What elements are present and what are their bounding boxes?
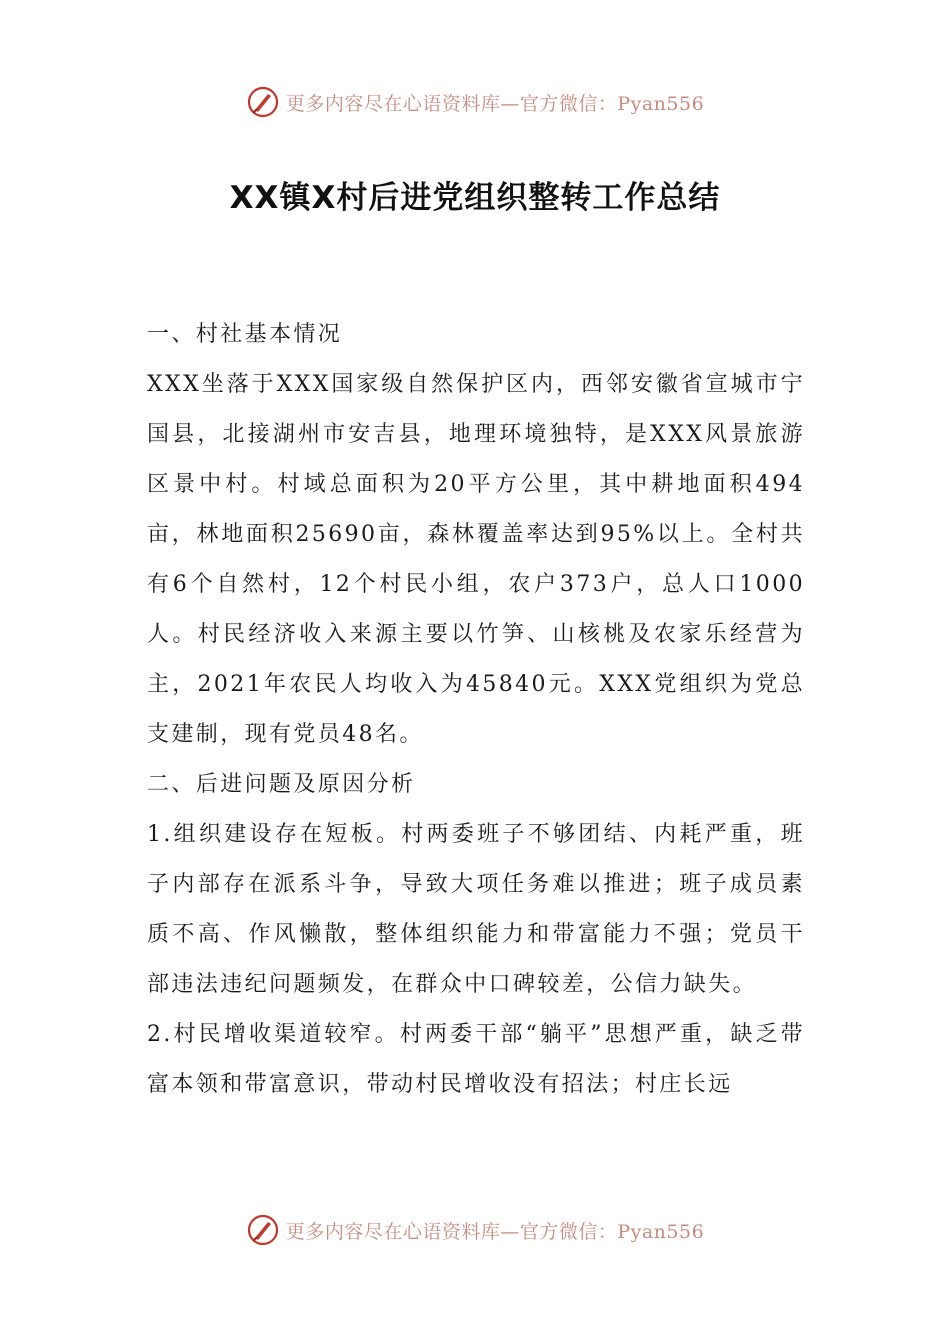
document-body	[147, 310, 805, 1110]
paragraph: 1.组织建设存在短板。村两委班子不够团结、内耗严重，班子内部存在派系斗争，导致大项任务难以推进；班子成员素质不高、作风懒散，整体组织能力和带富能力不强；党员干部违法违纪问题频发，在群众中口碑较差，公信力缺失。	[147, 822, 805, 997]
watermark-text: 更多内容尽在心语资料库—官方微信：Pyan556	[285, 92, 705, 115]
quill-logo-icon	[246, 1213, 280, 1247]
paragraph: XXX坐落于XXX国家级自然保护区内，西邻安徽省宣城市宁国县，北接湖州市安吉县，地理环境独特，是XXX风景旅游区景中村。村域总面积为20平方公里，其中耕地面积494亩，林地面积25690亩，森林覆盖率达到95%以上。全村共有6个自然村，12个村民小组，农户373户，总人口1000人。村民经济收入来源主要以竹笋、山核桃及农家乐经营为主，2021年农民人均收入为45840元。XXX党组织为党总支建制，现有党员48名。	[147, 372, 805, 747]
section-heading: 二、后进问题及原因分析	[147, 772, 416, 797]
document-title: XX镇X村后进党组织整转工作总结	[229, 180, 721, 216]
section-heading: 一、村社基本情况	[147, 322, 343, 347]
paragraph: 2.村民增收渠道较窄。村两委干部“躺平”思想严重，缺乏带富本领和带富意识，带动村民增收没有招法；村庄长远	[147, 1022, 805, 1097]
watermark-text: 更多内容尽在心语资料库—官方微信：Pyan556	[285, 1220, 705, 1243]
quill-logo-icon	[246, 85, 280, 119]
watermark-banner-top	[0, 82, 950, 122]
watermark-banner-bottom	[0, 1210, 950, 1250]
